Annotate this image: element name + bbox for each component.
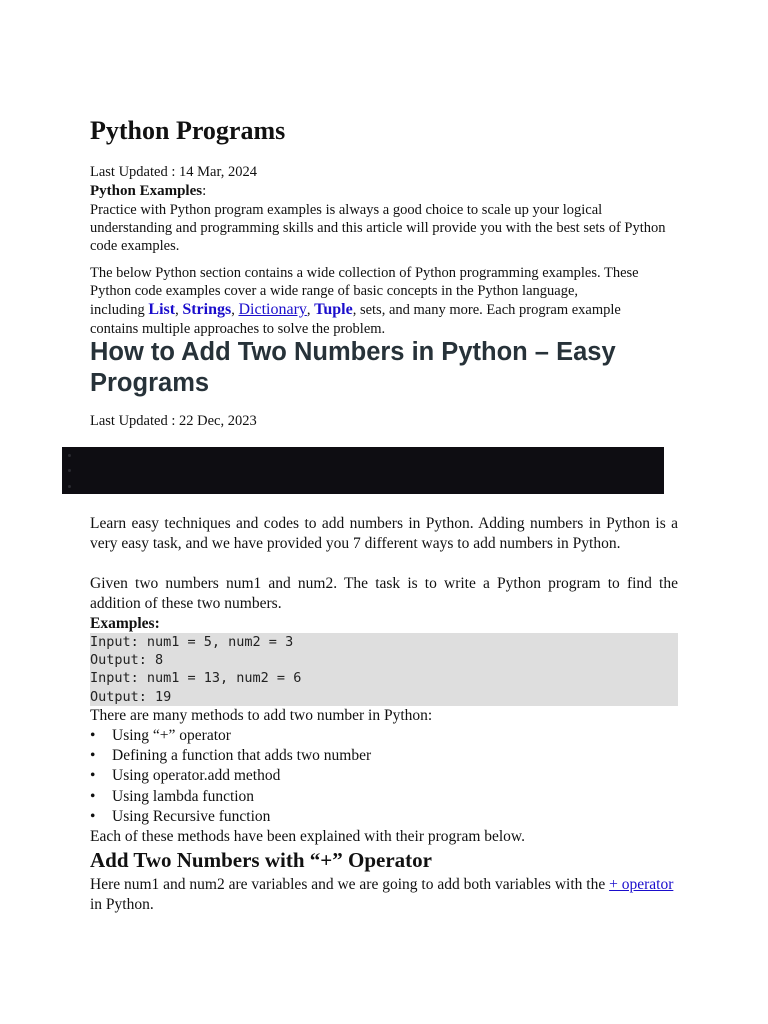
final-text-before: Here num1 and num2 are variables and we are going to add both variables with the	[90, 876, 610, 893]
learn-paragraph: Learn easy techniques and codes to add numbers in Python. Adding numbers in Python is a very easy task, and we have provided you 7 different ways to add numbers in Python.	[90, 515, 678, 552]
embedded-video-bar	[62, 447, 664, 494]
bullet-icon: •	[90, 807, 96, 825]
list-item	[90, 746, 371, 766]
section-paragraph-line4: contains multiple approaches to solve the problem.	[90, 321, 386, 337]
section-paragraph-line1: The below Python section contains a wide collection of Python programming examples. These	[90, 265, 639, 281]
list-item-label: Defining a function that adds two number	[112, 747, 372, 765]
sep-1: ,	[175, 302, 183, 318]
section-heading: Add Two Numbers with “+” Operator	[90, 848, 432, 872]
code-line: Input: num1 = 13, num2 = 6	[90, 670, 302, 687]
link-dictionary[interactable]: Dictionary	[238, 301, 307, 318]
list-item	[90, 807, 371, 827]
intro-paragraph: Practice with Python program examples is always a good choice to scale up your logical understanding and programming skills and this article will provide you with the best sets of Python code examples.	[90, 202, 666, 254]
examples-label: Examples:	[90, 615, 160, 632]
section-paragraph-line3	[90, 300, 678, 320]
bullet-icon: •	[90, 727, 96, 744]
section-paragraph	[90, 264, 678, 338]
rest-line3: , sets, and many more. Each program example	[352, 302, 621, 318]
link-list[interactable]: List	[148, 301, 176, 318]
list-item-label: Using operator.add method	[112, 767, 281, 785]
python-examples-colon: :	[202, 183, 207, 199]
methods-outro: Each of these methods have been explained with their program below.	[90, 828, 525, 845]
list-item	[90, 766, 371, 786]
plus-operator-link[interactable]: + operator	[609, 876, 674, 893]
dot-icon	[68, 469, 71, 472]
code-line: Input: num1 = 5, num2 = 3	[90, 634, 294, 650]
sep-3: ,	[306, 302, 315, 318]
last-updated-1: Last Updated : 14 Mar, 2024	[90, 164, 257, 180]
list-item-label: Using lambda function	[112, 787, 255, 805]
list-item-label: Using “+” operator	[112, 727, 231, 744]
python-examples-heading	[90, 182, 678, 200]
methods-list	[90, 726, 371, 827]
given-paragraph: Given two numbers num1 and num2. The task is to write a Python program to find the addition of these two numbers.	[90, 575, 678, 612]
code-line: Output: 19	[90, 688, 172, 705]
code-block	[90, 633, 678, 706]
sep-2: ,	[231, 302, 239, 318]
bullet-icon: •	[90, 767, 96, 785]
section-paragraph-line2: Python code examples cover a wide range of basic concepts in the Python language,	[90, 283, 579, 299]
bullet-icon: •	[90, 747, 96, 765]
final-paragraph	[90, 875, 678, 915]
bullet-icon: •	[90, 787, 96, 805]
page-title: Python Programs	[90, 116, 286, 145]
list-item	[90, 787, 371, 807]
dot-icon	[68, 485, 71, 488]
final-text-after: in Python.	[90, 896, 154, 913]
link-strings[interactable]: Strings	[182, 301, 232, 318]
last-updated-2: Last Updated : 22 Dec, 2023	[90, 413, 257, 429]
dot-icon	[68, 454, 71, 457]
python-examples-label: Python Examples	[90, 183, 203, 199]
article-title: How to Add Two Numbers in Python – Easy Programs	[90, 338, 616, 397]
list-item-label: Using Recursive function	[112, 807, 271, 825]
code-line: Output: 8	[90, 652, 164, 669]
list-item	[90, 726, 371, 746]
methods-intro: There are many methods to add two number in Python:	[90, 707, 433, 724]
including-text: including	[90, 302, 149, 318]
link-tuple[interactable]: Tuple	[314, 301, 353, 318]
